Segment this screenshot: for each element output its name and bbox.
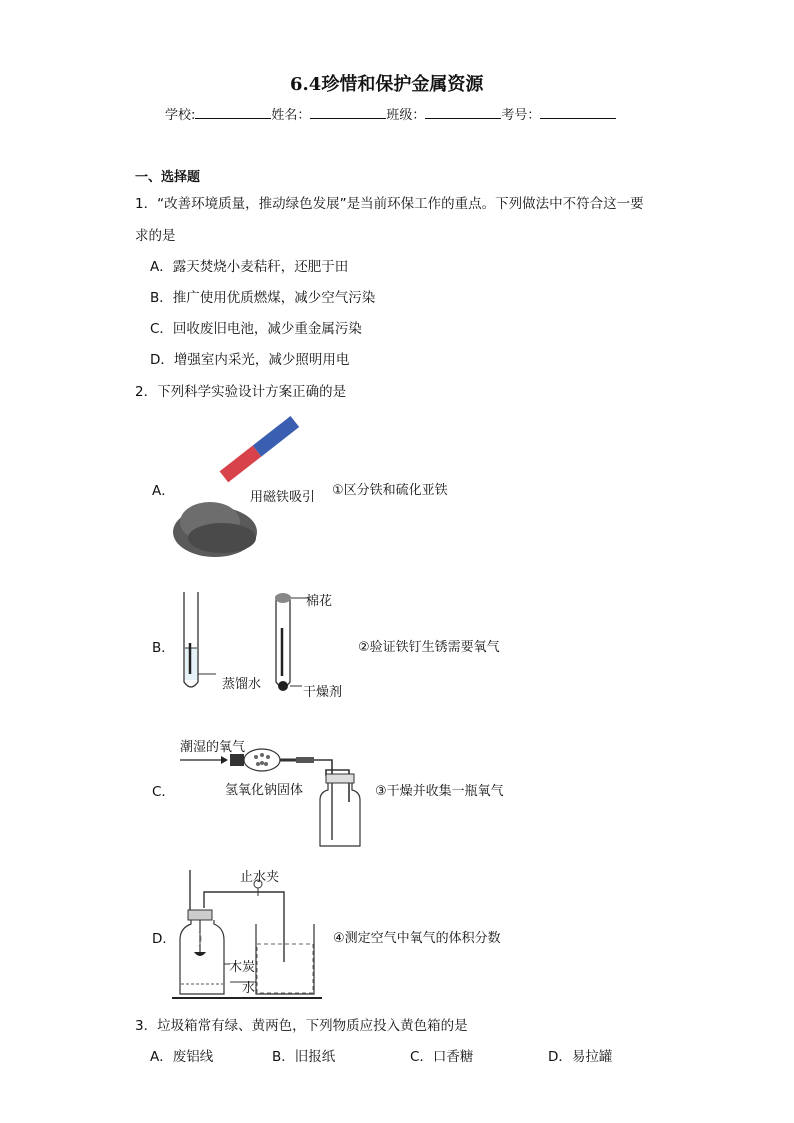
student-info-row — [165, 104, 616, 123]
option-c-label-naoh: 氢氧化钠固体 — [225, 783, 304, 798]
exam-number-blank[interactable] — [540, 106, 616, 119]
q2-option-a-letter[interactable]: A． — [152, 483, 175, 499]
q1-option-a[interactable]: A．露天焚烧小麦秸秆，还肥于田 — [150, 259, 349, 275]
option-b-label-water: 蒸馏水 — [222, 677, 262, 692]
q2-stem: 2．下列科学实验设计方案正确的是 — [135, 384, 347, 400]
q2-option-b-letter[interactable]: B． — [152, 640, 175, 656]
page-title: 6.4珍惜和保护金属资源 — [290, 74, 484, 95]
class-blank[interactable] — [425, 106, 501, 119]
gas-bottle — [320, 783, 360, 846]
option-a-caption: ①区分铁和硫化亚铁 — [332, 483, 448, 498]
q3-option-c[interactable]: C．口香糖 — [410, 1049, 474, 1065]
option-b-label-cotton: 棉花 — [306, 594, 333, 609]
option-b-label-desiccant: 干燥剂 — [303, 685, 343, 700]
option-c-caption: ③干燥并收集一瓶氧气 — [375, 784, 504, 799]
exam-number-label: 考号： — [501, 108, 541, 123]
q1-option-b[interactable]: B．推广使用优质燃煤，减少空气污染 — [150, 290, 376, 306]
flask — [180, 920, 224, 994]
option-d-caption: ④测定空气中氧气的体积分数 — [333, 931, 501, 946]
option-d-label-clamp: 止水夹 — [240, 870, 280, 885]
desiccant — [278, 681, 288, 691]
section-title: 一、选择题 — [135, 170, 201, 185]
school-label: 学校: — [165, 108, 196, 123]
magnet-powder-illustration — [170, 410, 320, 560]
drying-tube-bulb — [244, 749, 280, 771]
q3-option-d[interactable]: D．易拉罐 — [548, 1049, 613, 1065]
name-label: 姓名： — [271, 108, 311, 123]
q1-stem-line1: 1．“改善环境质量，推动绿色发展”是当前环保工作的重点。下列做法中不符合这一要 — [135, 196, 644, 212]
q3-stem: 3．垃圾箱常有绿、黄两色，下列物质应投入黄色箱的是 — [135, 1018, 468, 1034]
flask-stopper — [188, 910, 212, 920]
q3-option-b[interactable]: B．旧报纸 — [272, 1049, 336, 1065]
option-a-label-magnet: 用磁铁吸引 — [250, 490, 316, 505]
q2-option-c-letter[interactable]: C． — [152, 784, 175, 800]
class-label: 班级： — [386, 108, 426, 123]
magnet-blue-end — [253, 416, 299, 457]
school-blank[interactable] — [195, 106, 271, 119]
magnet-red-end — [220, 446, 262, 483]
beaker — [256, 924, 314, 994]
drying-tube-stopper — [230, 754, 244, 766]
cotton-plug — [275, 593, 291, 603]
option-d-label-water: 水 — [242, 981, 256, 996]
q1-stem-line2: 求的是 — [135, 228, 176, 244]
option-c-label-wet-oxygen: 潮湿的氧气 — [180, 740, 246, 755]
bottle-stopper — [326, 774, 354, 783]
option-b-caption: ②验证铁钉生锈需要氧气 — [358, 640, 500, 655]
drying-collection-illustration — [178, 746, 368, 850]
option-d-label-charcoal: 木炭 — [229, 960, 256, 975]
q2-option-d-letter[interactable]: D． — [152, 931, 176, 947]
q1-option-c[interactable]: C．回收废旧电池，减少重金属污染 — [150, 321, 362, 337]
q3-option-a[interactable]: A．废铝线 — [150, 1049, 214, 1065]
name-blank[interactable] — [310, 106, 386, 119]
q1-option-d[interactable]: D．增强室内采光，减少照明用电 — [150, 352, 350, 368]
